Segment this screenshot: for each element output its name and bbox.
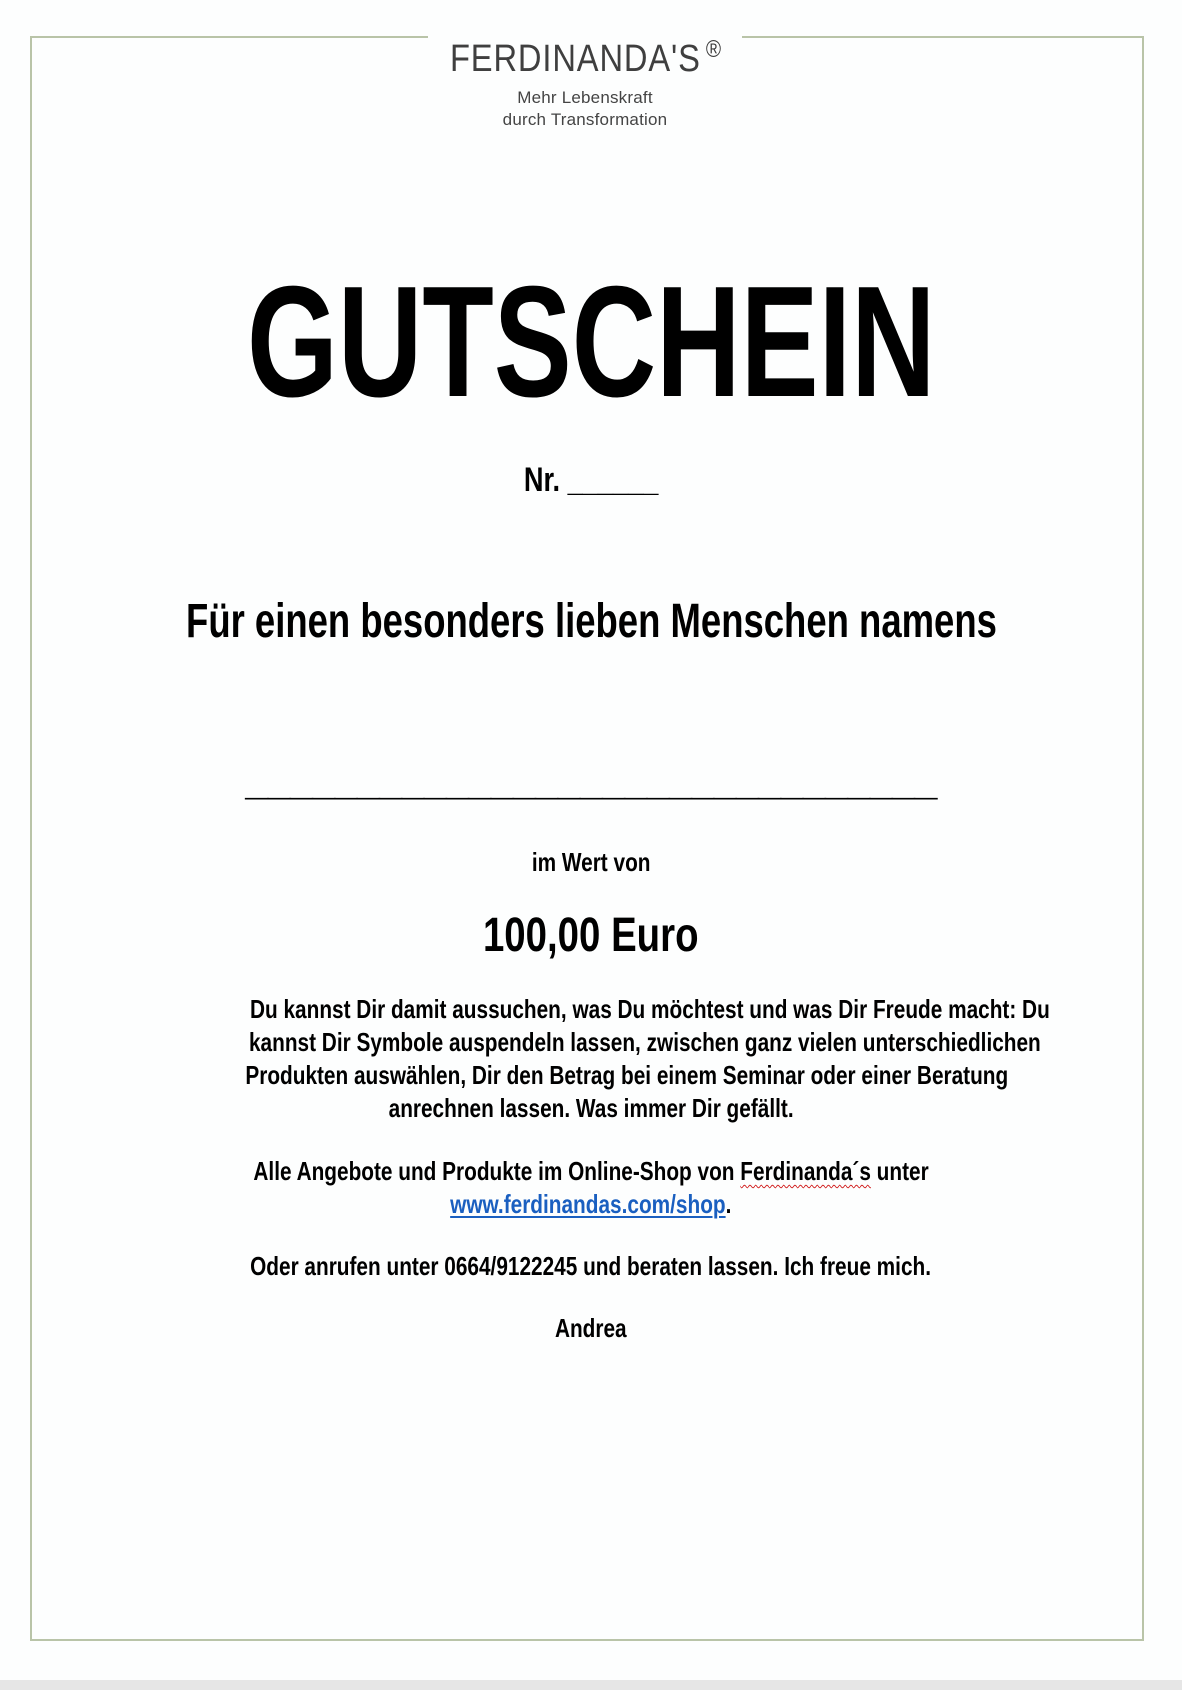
phone-contact-text: Oder anrufen unter 0664/9122245 und beraten lassen. Ich freue mich. <box>250 1251 932 1281</box>
voucher-title-text: GUTSCHEIN <box>246 254 936 430</box>
registered-mark: ® <box>705 36 723 63</box>
recipient-name-blank <box>0 755 1182 804</box>
description-line-4: anrechnen lassen. Was immer Dir gefällt. <box>388 1093 794 1123</box>
description-line <box>150 1026 1041 1059</box>
logo-tagline-line1: Mehr Lebenskraft <box>517 88 653 107</box>
logo-name <box>449 22 723 87</box>
description-line-2: kannst Dir Symbole auspendeln lassen, zwischen ganz vielen unterschiedlichen <box>248 1027 1041 1057</box>
voucher-number-text: Nr. ______ <box>523 461 659 499</box>
signature-text: Andrea <box>555 1313 627 1343</box>
shop-paragraph <box>150 1155 1032 1221</box>
signature <box>0 1311 1182 1345</box>
voucher-amount-text[interactable]: 100,00 Euro <box>483 909 699 962</box>
voucher-amount[interactable] <box>0 906 1182 966</box>
voucher-number <box>0 458 1182 502</box>
phone-contact <box>0 1249 1182 1283</box>
value-label <box>0 845 1182 879</box>
description-line <box>150 993 1050 1026</box>
recipient-name-blank-text: _______________________________ <box>245 755 937 804</box>
dedication-text: Für einen besonders lieben Menschen namens <box>185 595 997 648</box>
logo-tagline-line2: durch Transformation <box>502 110 668 129</box>
window-bottom-bar <box>0 1680 1182 1690</box>
shop-brand-name: Ferdinanda´s <box>740 1156 871 1186</box>
value-label-text: im Wert von <box>531 847 651 877</box>
description-line-1: Du kannst Dir damit aussuchen, was Du möchtest und was Dir Freude macht: Du <box>249 994 1050 1024</box>
logo-name-text: FERDINANDA'S <box>449 38 701 80</box>
dedication-heading <box>0 592 1182 652</box>
description-paragraph <box>150 993 1050 1125</box>
shop-suffix: unter <box>870 1156 929 1186</box>
shop-line-2 <box>150 1188 1032 1221</box>
description-line-3: Produkten auswählen, Dir den Betrag bei einem Seminar oder einer Beratung <box>245 1060 1009 1090</box>
shop-period: . <box>725 1189 732 1219</box>
brand-logo <box>428 20 742 129</box>
shop-line-1 <box>150 1155 1032 1188</box>
description-line <box>150 1092 1032 1125</box>
shop-prefix: Alle Angebote und Produkte im Online-Shop von <box>253 1156 741 1186</box>
shop-line-2-content <box>450 1188 731 1221</box>
shop-line-1-content <box>253 1155 928 1188</box>
shop-link[interactable]: www.ferdinandas.com/shop <box>450 1189 726 1219</box>
description-line <box>150 1059 1032 1092</box>
voucher-title <box>0 254 1182 430</box>
